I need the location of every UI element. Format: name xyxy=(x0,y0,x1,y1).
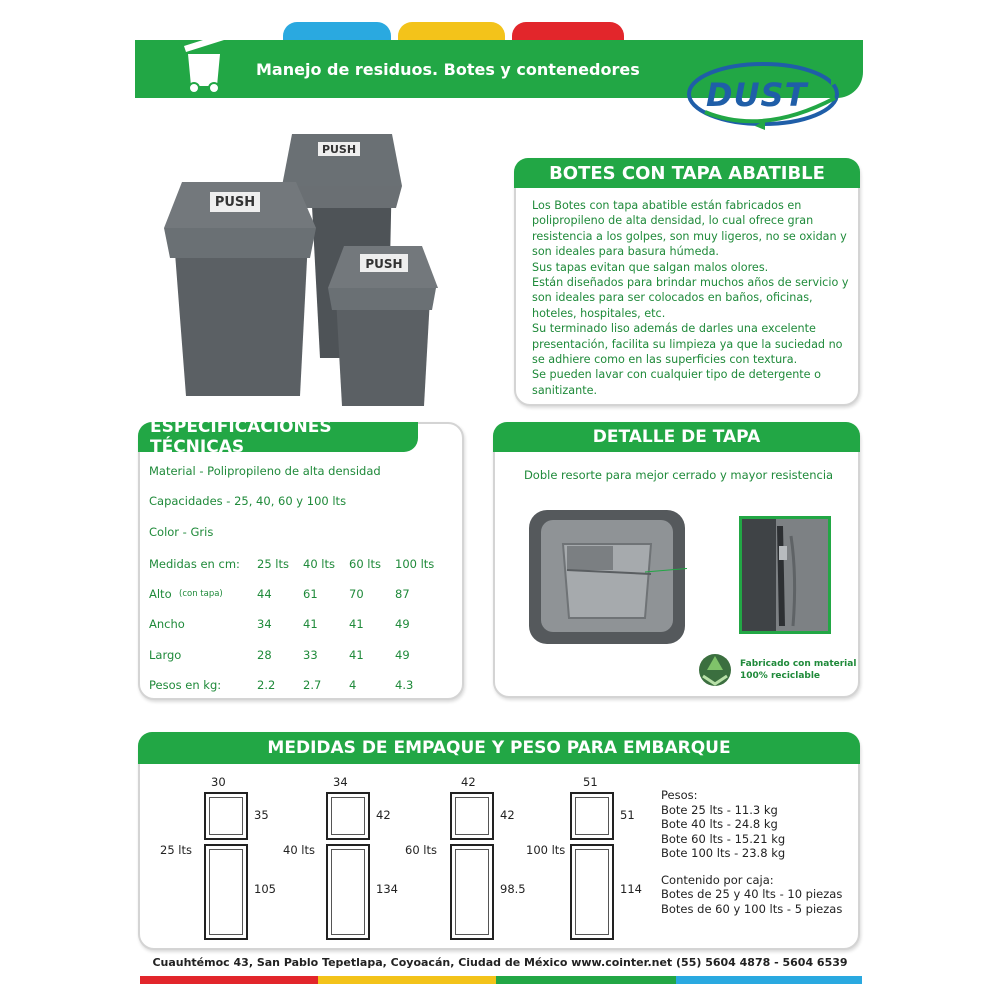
stripe-green xyxy=(496,976,676,984)
lid-detail-image xyxy=(527,508,687,646)
spec-title: ESPECIFICACIONES TÉCNICAS xyxy=(138,422,418,452)
spec-capacidades: Capacidades - 25, 40, 60 y 100 lts xyxy=(149,494,347,508)
botes-panel xyxy=(514,158,860,406)
spec-panel xyxy=(138,417,464,700)
pesos-list xyxy=(661,788,842,916)
spec-cell: 2.7 xyxy=(303,678,322,692)
box-top xyxy=(570,792,614,840)
peso-item: Bote 40 lts - 24.8 kg xyxy=(661,817,778,831)
spec-color: Color - Gris xyxy=(149,525,214,539)
spec-material: Material - Polipropileno de alta densidad xyxy=(149,464,381,478)
spec-row-label: Pesos en kg: xyxy=(149,678,222,692)
header-title: Manejo de residuos. Botes y contenedores xyxy=(256,60,640,79)
botes-description xyxy=(532,198,854,398)
spec-cell: 4.3 xyxy=(395,678,414,692)
box-top-height: 42 xyxy=(500,808,515,822)
spec-row-label: Alto xyxy=(149,587,172,601)
box-width-label: 42 xyxy=(461,775,476,789)
box-top xyxy=(204,792,248,840)
peso-item: Bote 25 lts - 11.3 kg xyxy=(661,802,778,817)
spec-cell: 41 xyxy=(349,648,364,662)
contenido-item: Botes de 25 y 40 lts - 10 piezas xyxy=(661,887,843,901)
spec-cell: 41 xyxy=(303,617,318,631)
box-width-label: 51 xyxy=(583,775,598,789)
spec-header-cell: Medidas en cm: xyxy=(149,557,240,571)
spec-row-sublabel: (con tapa) xyxy=(179,589,223,599)
box-top-height: 35 xyxy=(254,808,269,822)
spec-cell: 34 xyxy=(257,617,272,631)
spec-row-largo xyxy=(149,648,449,664)
svg-text:PUSH: PUSH xyxy=(365,257,403,271)
botes-paragraph: Su terminado liso además de darles una excelente presentación, facilita su limpieza ya que la suciedad no se adhiere como en las superficies con textura. xyxy=(532,322,843,367)
bin-large-front xyxy=(164,182,316,396)
peso-item: Bote 100 lts - 23.8 kg xyxy=(661,846,786,860)
contenido-item: Botes de 60 y 100 lts - 5 piezas xyxy=(661,901,843,916)
box-bottom-height: 114 xyxy=(620,882,642,896)
spec-header-cell: 100 lts xyxy=(395,557,435,571)
footer-address: Cuauhtémoc 43, San Pablo Tepetlapa, Coyoacán, Ciudad de México www.cointer.net (55) 5604 4878 - 5604 6539 xyxy=(152,956,848,969)
box-top-height: 42 xyxy=(376,808,391,822)
spec-table-header xyxy=(149,557,449,573)
box-bottom-height: 105 xyxy=(254,882,276,896)
spec-row-ancho xyxy=(149,617,449,633)
logo-text: DUST xyxy=(706,76,808,114)
box-bottom xyxy=(450,844,494,940)
spec-cell: 28 xyxy=(257,648,272,662)
recycle-line-2: 100% reciclable xyxy=(740,671,821,681)
box-width-label: 30 xyxy=(211,775,226,789)
stripe-blue xyxy=(676,976,862,984)
box-capacity: 40 lts xyxy=(283,843,315,857)
pesos-title: Pesos: xyxy=(661,788,698,802)
box-top xyxy=(326,792,370,840)
spec-cell: 70 xyxy=(349,587,364,601)
tapa-title: DETALLE DE TAPA xyxy=(493,422,860,452)
spec-row-label: Largo xyxy=(149,648,182,662)
tapa-description: Doble resorte para mejor cerrado y mayor resistencia xyxy=(523,468,834,482)
trash-bin-icon xyxy=(178,28,228,94)
spec-cell: 49 xyxy=(395,617,410,631)
peso-item: Bote 60 lts - 15.21 kg xyxy=(661,831,786,846)
spec-row-label: Ancho xyxy=(149,617,185,631)
botes-title: BOTES CON TAPA ABATIBLE xyxy=(514,158,860,188)
box-capacity: 25 lts xyxy=(160,843,192,857)
tapa-panel xyxy=(493,422,860,698)
botes-paragraph: Sus tapas evitan que salgan malos olores. xyxy=(532,260,769,274)
spec-cell: 87 xyxy=(395,587,410,601)
box-capacity: 100 lts xyxy=(526,843,566,857)
empaque-title: MEDIDAS DE EMPAQUE Y PESO PARA EMBARQUE xyxy=(138,732,860,764)
box-bottom xyxy=(570,844,614,940)
svg-text:PUSH: PUSH xyxy=(214,195,256,210)
trash-bins-image xyxy=(160,128,460,410)
spec-header-cell: 40 lts xyxy=(303,557,335,571)
botes-paragraph: Se pueden lavar con cualquier tipo de detergente o sanitizante. xyxy=(532,368,821,397)
recycle-line-1: Fabricado con material xyxy=(740,659,857,669)
botes-paragraph: Están diseñados para brindar muchos años de servicio y son ideales para ser colocados en baños, oficinas, hoteles, hospitales, etc. xyxy=(532,276,849,320)
box-bottom-height: 134 xyxy=(376,882,398,896)
box-bottom xyxy=(326,844,370,940)
botes-paragraph: Los Botes con tapa abatible están fabricados en polipropileno de alta densidad, lo cual ofrece gran resistencia a los golpes, son muy ligeros, no se oxidan y son ideales para basura húmeda. xyxy=(532,199,847,259)
recycle-text xyxy=(740,658,856,682)
spec-row-alto xyxy=(149,587,449,603)
recycle-icon xyxy=(695,650,735,690)
box-capacity: 60 lts xyxy=(405,843,437,857)
spec-row-pesos xyxy=(149,678,449,694)
spec-cell: 33 xyxy=(303,648,318,662)
box-bottom xyxy=(204,844,248,940)
spec-cell: 4 xyxy=(349,678,357,692)
spec-cell: 44 xyxy=(257,587,272,601)
spec-cell: 41 xyxy=(349,617,364,631)
spec-header-cell: 60 lts xyxy=(349,557,381,571)
box-bottom-height: 98.5 xyxy=(500,882,526,896)
spec-cell: 2.2 xyxy=(257,678,276,692)
stripe-yellow xyxy=(318,976,496,984)
contenido-title: Contenido por caja: xyxy=(661,872,774,887)
box-top-height: 51 xyxy=(620,808,635,822)
stripe-red xyxy=(140,976,318,984)
spec-cell: 61 xyxy=(303,587,318,601)
bin-small xyxy=(328,246,438,406)
spec-header-cell: 25 lts xyxy=(257,557,289,571)
box-width-label: 34 xyxy=(333,775,348,789)
box-top xyxy=(450,792,494,840)
svg-text:PUSH: PUSH xyxy=(321,143,357,156)
spring-detail-image xyxy=(739,516,831,634)
spec-cell: 49 xyxy=(395,648,410,662)
